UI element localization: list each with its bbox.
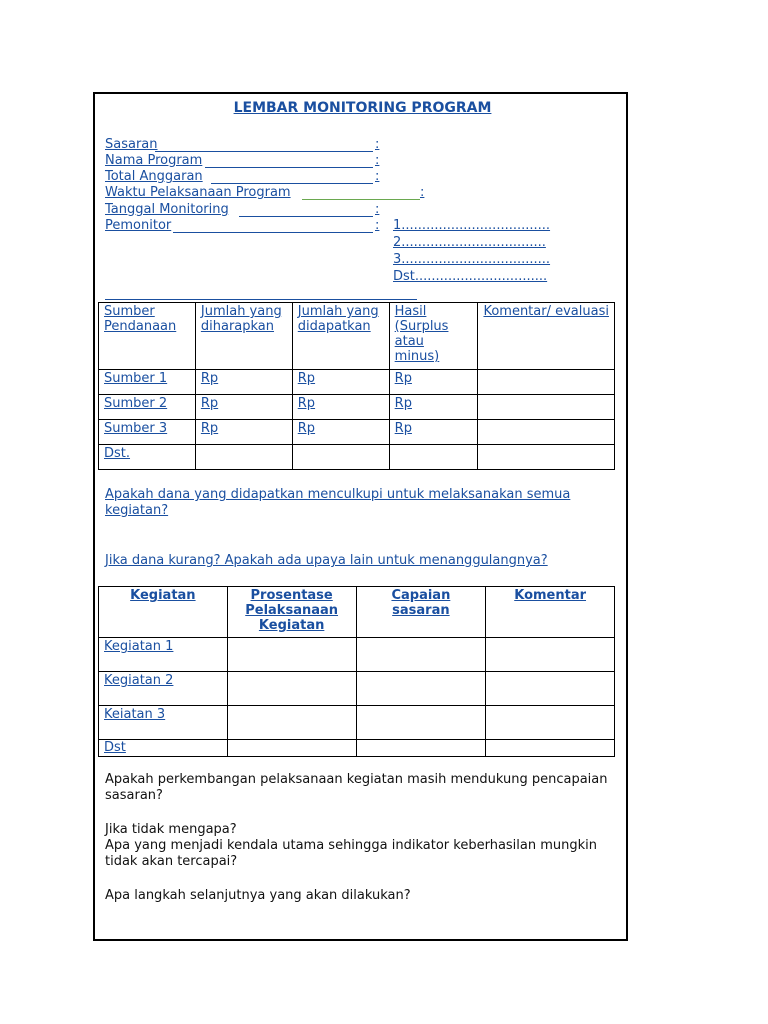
- table-cell[interactable]: Dst.: [99, 445, 196, 470]
- question-jika-tidak: Jika tidak mengapa?: [105, 822, 237, 837]
- table-row: [99, 420, 615, 445]
- field-colon: :: [375, 137, 380, 152]
- table-cell[interactable]: [195, 445, 292, 470]
- table-cell[interactable]: Rp: [292, 395, 389, 420]
- field-nama-program: [105, 153, 202, 169]
- underline-rule: [239, 216, 373, 217]
- table-header-row: [99, 303, 615, 370]
- column-header: Capaian sasaran: [356, 587, 486, 638]
- table-cell[interactable]: Dst: [99, 740, 228, 757]
- table-cell[interactable]: [478, 420, 615, 445]
- table-cell[interactable]: Rp: [292, 370, 389, 395]
- column-header: Komentar/ evaluasi: [478, 303, 615, 370]
- field-waktu-pelaksanaan: [105, 185, 291, 201]
- field-label: Waktu Pelaksanaan Program: [105, 185, 291, 200]
- underline-rule: [302, 199, 420, 200]
- activity-table: [98, 586, 615, 757]
- table-cell[interactable]: [292, 445, 389, 470]
- table-row: [99, 638, 615, 672]
- table-row: [99, 706, 615, 740]
- table-cell[interactable]: [389, 445, 478, 470]
- table-cell[interactable]: Kegiatan 2: [99, 672, 228, 706]
- form-frame: [93, 92, 628, 941]
- table-cell[interactable]: [486, 740, 615, 757]
- field-sasaran: [105, 137, 158, 153]
- field-label: Total Anggaran: [105, 169, 203, 184]
- table-row: [99, 672, 615, 706]
- table-cell[interactable]: [227, 638, 356, 672]
- table-cell[interactable]: Rp: [195, 370, 292, 395]
- column-header: Jumlah yang didapatkan: [292, 303, 389, 370]
- field-colon: :: [375, 169, 380, 184]
- table-cell[interactable]: [356, 638, 486, 672]
- question-langkah: Apa langkah selanjutnya yang akan dilakukan?: [105, 888, 411, 903]
- column-header: Komentar: [486, 587, 615, 638]
- table-cell[interactable]: Sumber 1: [99, 370, 196, 395]
- table-cell[interactable]: Kegiatan 1: [99, 638, 228, 672]
- field-total-anggaran: [105, 169, 203, 185]
- table-row: [99, 740, 615, 757]
- table-cell[interactable]: Rp: [389, 395, 478, 420]
- field-pemonitor: [105, 218, 171, 234]
- table-cell[interactable]: [227, 740, 356, 757]
- table-cell[interactable]: [478, 445, 615, 470]
- table-row: [99, 445, 615, 470]
- table-cell[interactable]: [227, 672, 356, 706]
- table-cell[interactable]: [478, 370, 615, 395]
- table-cell[interactable]: Sumber 3: [99, 420, 196, 445]
- underline-rule: [155, 151, 373, 152]
- pemonitor-line-2: 2...................................: [393, 235, 546, 250]
- table-header-row: [99, 587, 615, 638]
- table-cell[interactable]: Keiatan 3: [99, 706, 228, 740]
- question-dana-kurang: Jika dana kurang? Apakah ada upaya lain untuk menanggulangnya?: [105, 553, 548, 568]
- pemonitor-line-3: 3....................................: [393, 252, 551, 267]
- pemonitor-line-dst: Dst................................: [393, 269, 548, 284]
- field-tanggal-monitoring: [105, 202, 229, 218]
- question-perkembangan: Apakah perkembangan pelaksanaan kegiatan masih mendukung pencapaian sasaran?: [105, 772, 608, 803]
- table-row: [99, 395, 615, 420]
- table-cell[interactable]: Sumber 2: [99, 395, 196, 420]
- table-cell[interactable]: [227, 706, 356, 740]
- field-label: Sasaran: [105, 137, 158, 152]
- table-cell[interactable]: [356, 740, 486, 757]
- table-cell[interactable]: [356, 706, 486, 740]
- table-cell[interactable]: [486, 706, 615, 740]
- funding-table: [98, 302, 615, 470]
- field-label: Nama Program: [105, 153, 203, 168]
- column-header: Prosentase Pelaksanaan Kegiatan: [227, 587, 356, 638]
- field-colon: :: [375, 202, 380, 217]
- field-colon: :: [375, 153, 380, 168]
- field-label: Tanggal Monitoring: [105, 202, 229, 217]
- table-cell[interactable]: [486, 638, 615, 672]
- pemonitor-line-1: 1....................................: [393, 218, 551, 233]
- question-kendala: Apa yang menjadi kendala utama sehingga indikator keberhasilan mungkin tidak akan tercapai?: [105, 838, 598, 869]
- column-header: Jumlah yang diharapkan: [195, 303, 292, 370]
- separator-rule: [105, 299, 417, 300]
- field-colon: :: [375, 218, 380, 233]
- table-row: [99, 370, 615, 395]
- form-title: LEMBAR MONITORING PROGRAM: [233, 100, 492, 116]
- column-header: Sumber Pendanaan: [99, 303, 196, 370]
- table-cell[interactable]: [356, 672, 486, 706]
- table-cell[interactable]: [478, 395, 615, 420]
- table-cell[interactable]: Rp: [195, 420, 292, 445]
- table-cell[interactable]: Rp: [389, 370, 478, 395]
- table-cell[interactable]: Rp: [292, 420, 389, 445]
- column-header: Hasil (Surplus atau minus): [389, 303, 478, 370]
- field-label: Pemonitor: [105, 218, 172, 233]
- underline-rule: [173, 232, 373, 233]
- table-cell[interactable]: Rp: [195, 395, 292, 420]
- underline-rule: [211, 183, 373, 184]
- table-cell[interactable]: Rp: [389, 420, 478, 445]
- field-colon: :: [420, 185, 425, 200]
- question-dana-cukup: Apakah dana yang didapatkan menculkupi untuk melaksanakan semua kegiatan?: [105, 487, 571, 518]
- column-header: Kegiatan: [99, 587, 228, 638]
- underline-rule: [205, 167, 373, 168]
- table-cell[interactable]: [486, 672, 615, 706]
